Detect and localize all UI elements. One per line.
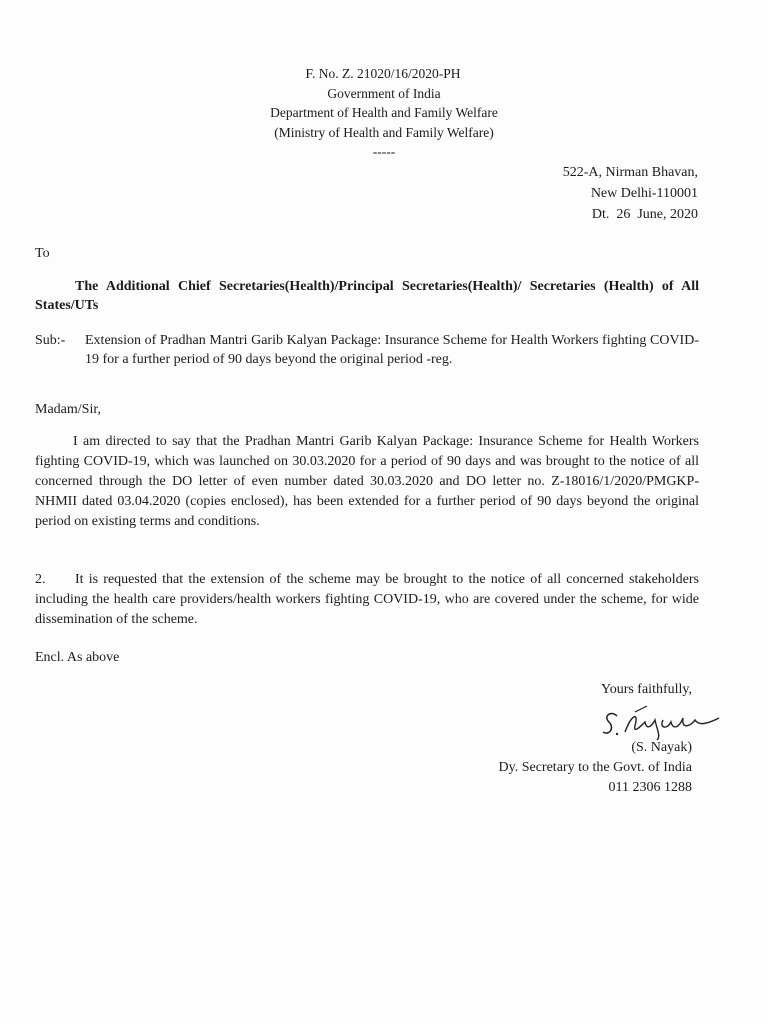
department-name: Department of Health and Family Welfare <box>270 105 498 120</box>
paragraph-1: I am directed to say that the Pradhan Mantri Garib Kalyan Package: Insurance Scheme for Health Workers fighting COVID-19, which was launched on 30.03.2020 for a period of 90 days and was brought to the notice of all concerned through the DO letter of even number dated 30.03.2020 and DO letter no. Z-18016/1/2020/PMGKP-NHMII dated 03.04.2020 (copies enclosed), has been extended for a further period of 90 days beyond the original period on existing terms and conditions. <box>35 434 699 529</box>
signatory-block <box>499 738 692 798</box>
enclosure-note: Encl. As above <box>35 650 120 665</box>
addressee: The Additional Chief Secretaries(Health)/Principal Secretaries(Health)/ Secretaries (Health) of All States/UTs <box>35 279 699 313</box>
letter-date: Dt. 26 June, 2020 <box>591 207 698 222</box>
subject <box>35 331 699 369</box>
salutation: Madam/Sir, <box>35 402 101 417</box>
subject-label: Sub:- <box>35 333 66 348</box>
signatory-designation: Dy. Secretary to the Govt. of India <box>498 760 692 775</box>
signatory-name: (S. Nayak) <box>631 740 692 755</box>
header-separator: ----- <box>372 144 396 159</box>
address-line-2: New Delhi-110001 <box>590 186 698 201</box>
letter-header <box>0 64 768 162</box>
address-line-1: 522-A, Nirman Bhavan, <box>562 165 698 180</box>
paragraph-2-number: 2. <box>35 572 46 587</box>
paragraph-2-text: It is requested that the extension of the scheme may be brought to the notice of all concerned stakeholders including the health care providers/health workers fighting COVID-19, who are covered under the scheme, for wide dissemination of the scheme. <box>35 572 699 627</box>
to-label: To <box>35 246 50 261</box>
file-number: F. No. Z. 21020/16/2020-PH <box>305 66 461 81</box>
handwritten-signature <box>595 702 735 742</box>
closing: Yours faithfully, <box>600 682 692 697</box>
signatory-phone: 011 2306 1288 <box>608 780 692 795</box>
office-address <box>563 162 698 225</box>
subject-text: Extension of Pradhan Mantri Garib Kalyan Package: Insurance Scheme for Health Workers fighting COVID-19 for a further period of 90 days beyond the original period -reg. <box>85 333 699 367</box>
ministry-name: (Ministry of Health and Family Welfare) <box>274 124 494 140</box>
paragraph-2 <box>35 570 699 630</box>
government-name: Government of India <box>327 85 441 101</box>
